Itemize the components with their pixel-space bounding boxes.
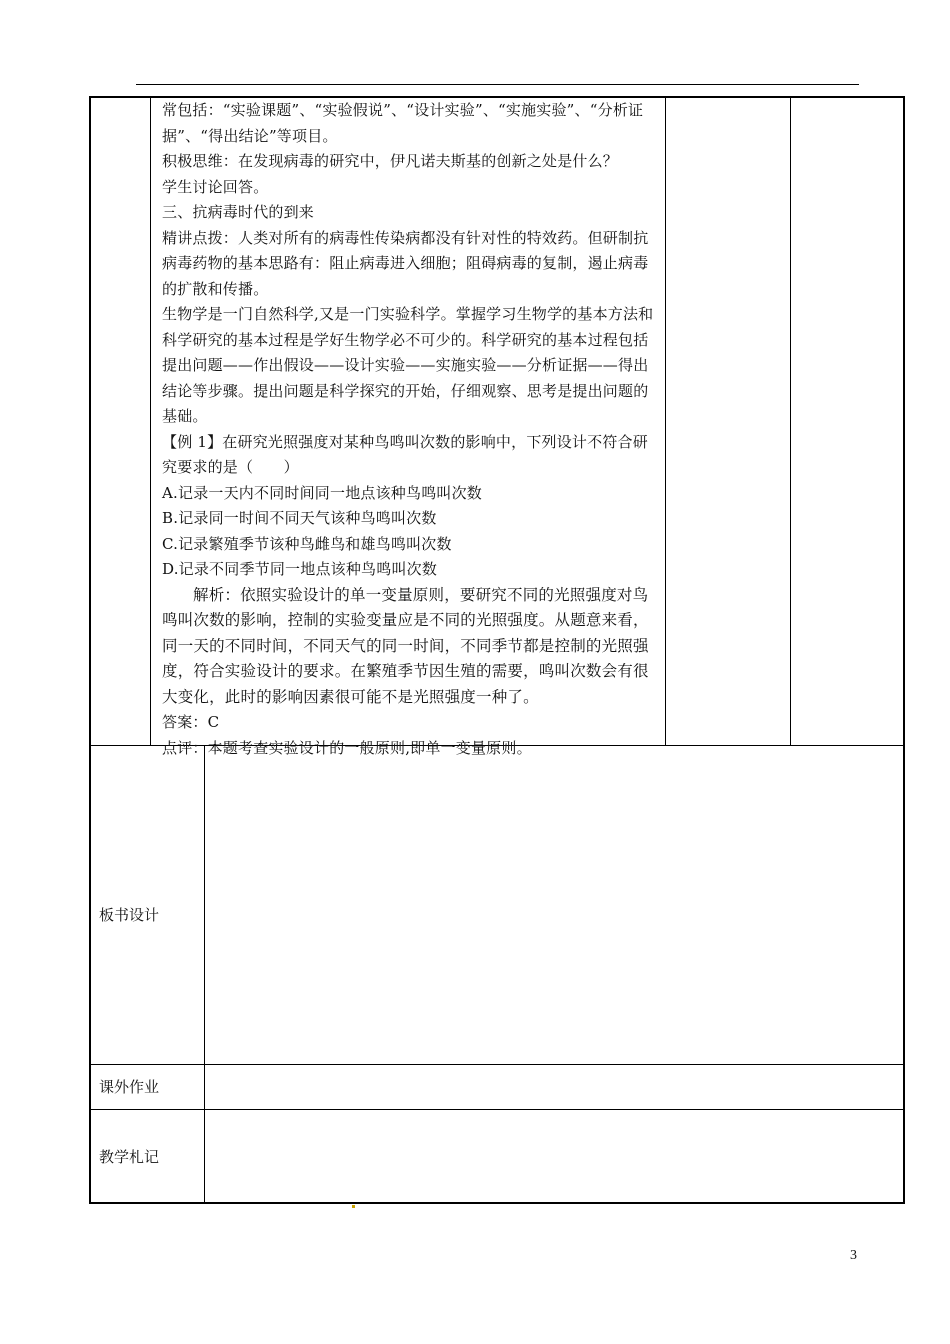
option-c: C.记录繁殖季节该种鸟雌鸟和雄鸟鸣叫次数: [162, 534, 452, 553]
section-heading-antivirus: 三、抗病毒时代的到来: [162, 203, 315, 221]
teaching-content: [162, 98, 662, 761]
paragraph-active-thinking: 积极思维：在发现病毒的研究中，伊凡诺夫斯基的创新之处是什么？: [162, 152, 619, 170]
homework-label: 课外作业: [99, 1078, 160, 1096]
paragraph-student-discussion: 学生讨论回答。: [162, 177, 269, 196]
example-question: 【例 1】在研究光照强度对某种鸟鸣叫次数的影响中，下列设计不符合研究要求的是（ ）: [162, 432, 648, 476]
analysis-text: 解析：依照实验设计的单一变量原则，要研究不同的光照强度对鸟鸣叫次数的影响，控制的实验变量应是不同的光照强度。从题意来看，同一天的不同时间，不同天气的同一时间，不同季节都是控制的光照强度，符合实验设计的要求。在繁殖季节因生殖的需要，鸣叫次数会有很大变化，此时的影响因素很可能不是光照强度一种了。: [162, 585, 649, 706]
decorative-dot: [352, 1205, 355, 1208]
option-a: A.记录一天内不同时间同一地点该种鸟鸣叫次数: [162, 483, 483, 502]
row-divider-3: [90, 1109, 905, 1110]
paragraph-biology-science: 生物学是一门自然科学,又是一门实验科学。掌握学习生物学的基本方法和科学研究的基本过程是学好生物学必不可少的。科学研究的基本过程包括提出问题——作出假设——设计实验——实施实验——分析证据——得出结论等步骤。提出问题是科学探究的开始，仔细观察、思考是提出问题的基础。: [162, 305, 654, 425]
col-divider-1: [150, 97, 151, 745]
label-divider: [204, 745, 205, 1204]
option-b: B.记录同一时间不同天气该种鸟鸣叫次数: [162, 509, 437, 527]
answer-text: 答案：C: [162, 713, 220, 731]
row-divider-2: [90, 1064, 905, 1065]
col-divider-2: [665, 97, 666, 745]
comment-text: 点评：本题考查实验设计的一般原则,即单一变量原则。: [162, 738, 532, 757]
col-divider-3: [790, 97, 791, 745]
paragraph-experiment-items: 常包括：“实验课题”、“实验假说”、“设计实验”、“实施实验”、“分析证据”、“得出结论”等项目。: [162, 101, 644, 145]
header-rule: [136, 84, 859, 85]
page-number: 3: [850, 1248, 857, 1263]
option-d: D.记录不同季节同一地点该种鸟鸣叫次数: [162, 560, 438, 578]
paragraph-key-points: 精讲点拨：人类对所有的病毒性传染病都没有针对性的特效药。但研制抗病毒药物的基本思路有：阻止病毒进入细胞；阻碍病毒的复制，遏止病毒的扩散和传播。: [162, 228, 649, 298]
board-design-label: 板书设计: [99, 906, 160, 924]
teaching-notes-label: 教学札记: [99, 1148, 160, 1166]
